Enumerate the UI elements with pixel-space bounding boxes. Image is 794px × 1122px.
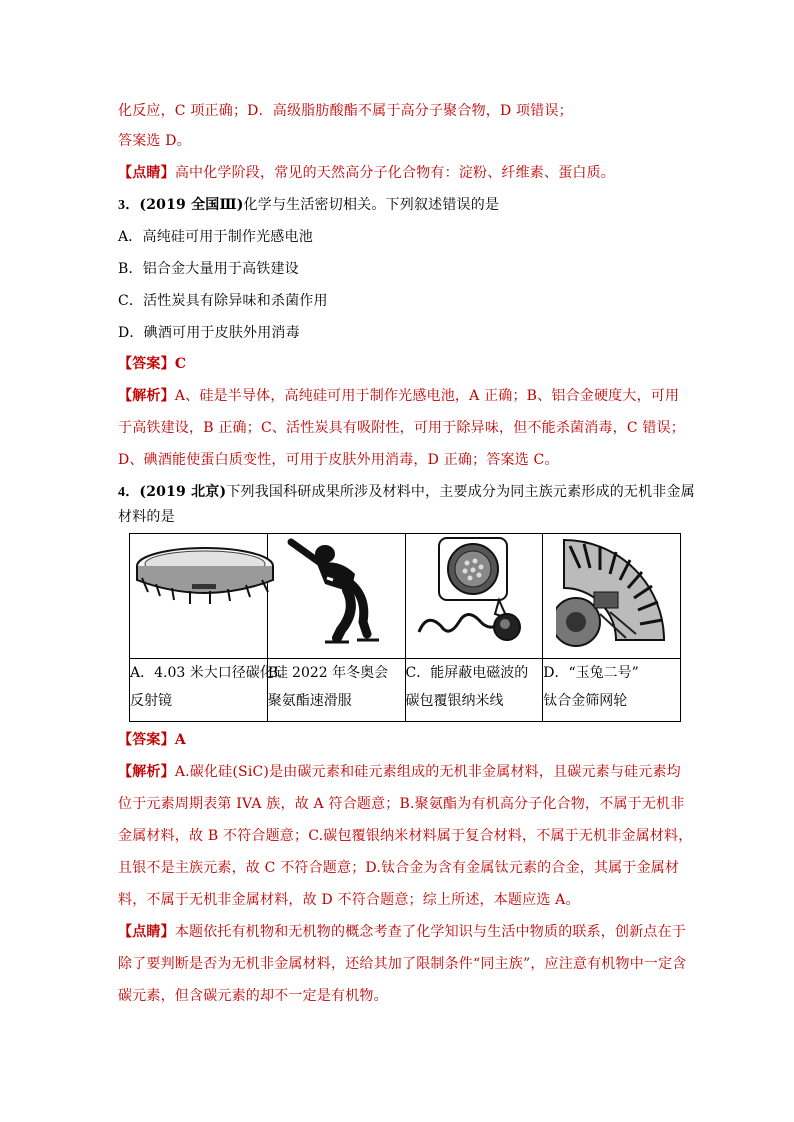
- q4-analysis-line-2: 位于元素周期表第 IVA 族，故 A 符合题意；B.聚氨酯为有机高分子化合物，不属于无机非: [118, 796, 685, 812]
- speed-skater-icon: [281, 534, 391, 649]
- note-tag: 【点睛】: [118, 165, 175, 181]
- q4-number: 4．: [118, 485, 140, 500]
- option-c-image: [405, 534, 543, 659]
- q3-option-a: A．高纯硅可用于制作光感电池: [118, 229, 313, 245]
- option-b-caption: B．2022 年冬奥会 聚氨酯速滑服: [267, 659, 405, 722]
- q4-source: (2019 北京): [139, 484, 227, 500]
- prev-analysis-line-1: 化反应，C 项正确；D．高级脂肪酸酯不属于高分子聚合物，D 项错误；: [118, 103, 573, 119]
- q3-analysis-line-1: 【解析】A、硅是半导体，高纯硅可用于制作光感电池，A 正确；B、铝合金硬度大，可用: [118, 388, 680, 404]
- q4-options-table: [129, 533, 681, 722]
- option-b-image: [267, 534, 405, 659]
- note-text: 高中化学阶段，常见的天然高分子化合物有：淀粉、纤维素、蛋白质。: [174, 165, 616, 181]
- option-c-caption: C．能屏蔽电磁波的 碳包覆银纳米线: [405, 659, 543, 722]
- option-a-image: [130, 534, 268, 659]
- q4-note-line-3: 碳元素，但含碳元素的却不一定是有机物。: [118, 988, 388, 1004]
- q3-analysis-line-2: 于高铁建设，B 正确；C、活性炭具有吸附性，可用于除异味，但不能杀菌消毒，C 错误；: [118, 420, 686, 436]
- q4-answer: 【答案】A: [118, 732, 186, 748]
- q3-option-d: D．碘酒可用于皮肤外用消毒: [118, 325, 300, 341]
- q4-analysis-line-1: 【解析】A.碳化硅(SiC)是由碳元素和硅元素组成的无机非金属材料，且碳元素与硅元素均: [118, 764, 681, 780]
- q4-note-line-2: 除了要判断是否为无机非金属材料，还给其加了限制条件“同主族”，应注意有机物中一定含: [118, 956, 687, 972]
- q4-answer-value: A: [174, 732, 186, 748]
- q3-analysis-line-3: D、碘酒能使蛋白质变性，可用于皮肤外用消毒，D 正确；答案选 C。: [118, 452, 559, 468]
- rover-wheel-icon: [556, 534, 668, 649]
- option-d-image: [543, 534, 681, 659]
- q3-stem: [118, 195, 499, 216]
- nanowire-icon: [409, 534, 539, 649]
- q4-analysis-line-5: 料，不属于无机非金属材料，故 D 不符合题意；综上所述，本题应选 A。: [118, 892, 580, 908]
- q3-option-b: B．铝合金大量用于高铁建设: [118, 261, 299, 277]
- prev-analysis-line-2: 答案选 D。: [118, 133, 191, 149]
- telescope-mirror-icon: [130, 534, 280, 614]
- prev-note-line: [118, 163, 615, 183]
- q3-option-c: C．活性炭具有除异味和杀菌作用: [118, 293, 328, 309]
- q4-stem-line-1: 4．(2019 北京)下列我国科研成果所涉及材料中，主要成分为同主族元素形成的无机非金属: [118, 484, 695, 500]
- q3-answer: 【答案】C: [118, 356, 187, 372]
- q4-analysis-line-4: 且银不是主族元素，故 C 不符合题意；D.钛合金为含有金属钛元素的合金，其属于金属材: [118, 860, 680, 876]
- q4-stem-line-2: 材料的是: [118, 509, 175, 525]
- option-a-caption: A．4.03 米大口径碳化硅 反射镜: [130, 659, 268, 722]
- q4-note-line-1: 【点睛】本题依托有机物和无机物的概念考查了化学知识与生活中物质的联系，创新点在于: [118, 924, 687, 940]
- option-d-caption: D．“玉兔二号” 钛合金筛网轮: [543, 659, 681, 722]
- q3-source: (2019 全国Ⅲ): [139, 197, 244, 213]
- q3-answer-value: C: [174, 356, 187, 372]
- q3-stem-text: 化学与生活密切相关。下列叙述错误的是: [243, 197, 500, 213]
- q4-analysis-line-3: 金属材料，故 B 不符合题意；C.碳包覆银纳米材料属于复合材料，不属于无机非金属材料，: [118, 828, 693, 844]
- q3-number: 3．: [118, 198, 140, 213]
